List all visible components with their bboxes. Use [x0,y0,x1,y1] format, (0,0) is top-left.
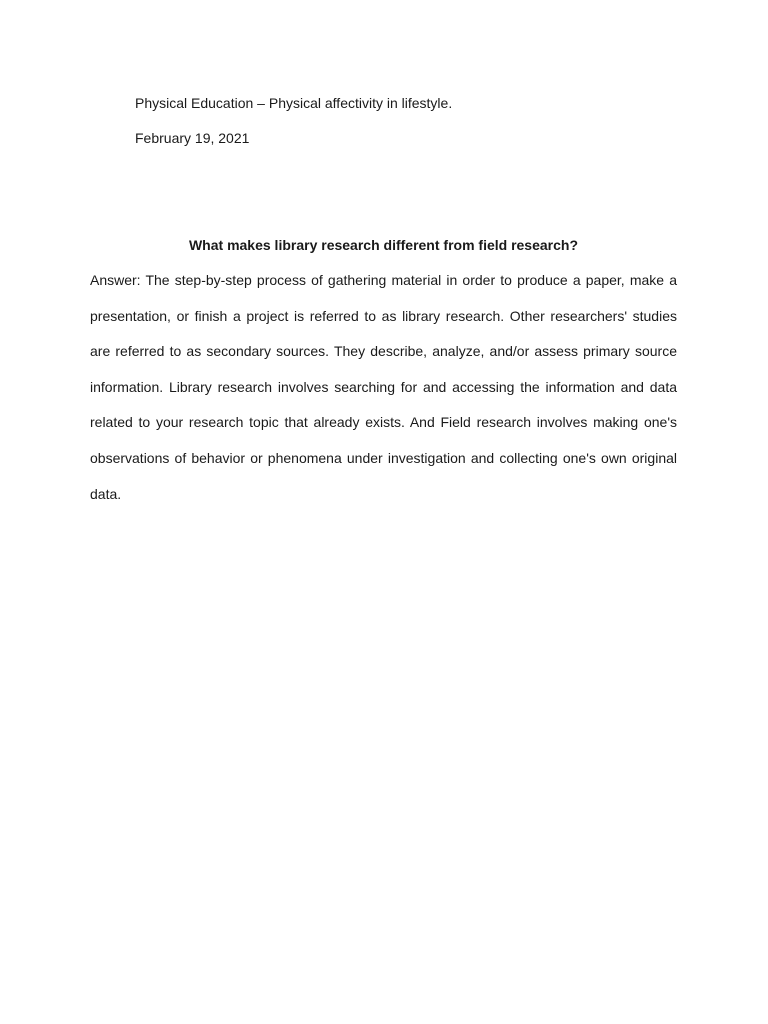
date-line: February 19, 2021 [135,130,250,146]
subject-line: Physical Education – Physical affectivity in lifestyle. [135,95,453,111]
question-heading: What makes library research different from field research? [188,237,579,253]
answer-paragraph: Answer: The step-by-step process of gathering material in order to produce a paper, make a presentation, or finish a project is referred to as library research. Other researchers' studies are referred to as secondary sources. They describe, analyze, and/or assess primary source information. Library research involves searching for and accessing the information and data related to your research topic that already exists. And Field research involves making one's observations of behavior or phenomena under investigation and collecting one's own original data. [90,272,677,502]
